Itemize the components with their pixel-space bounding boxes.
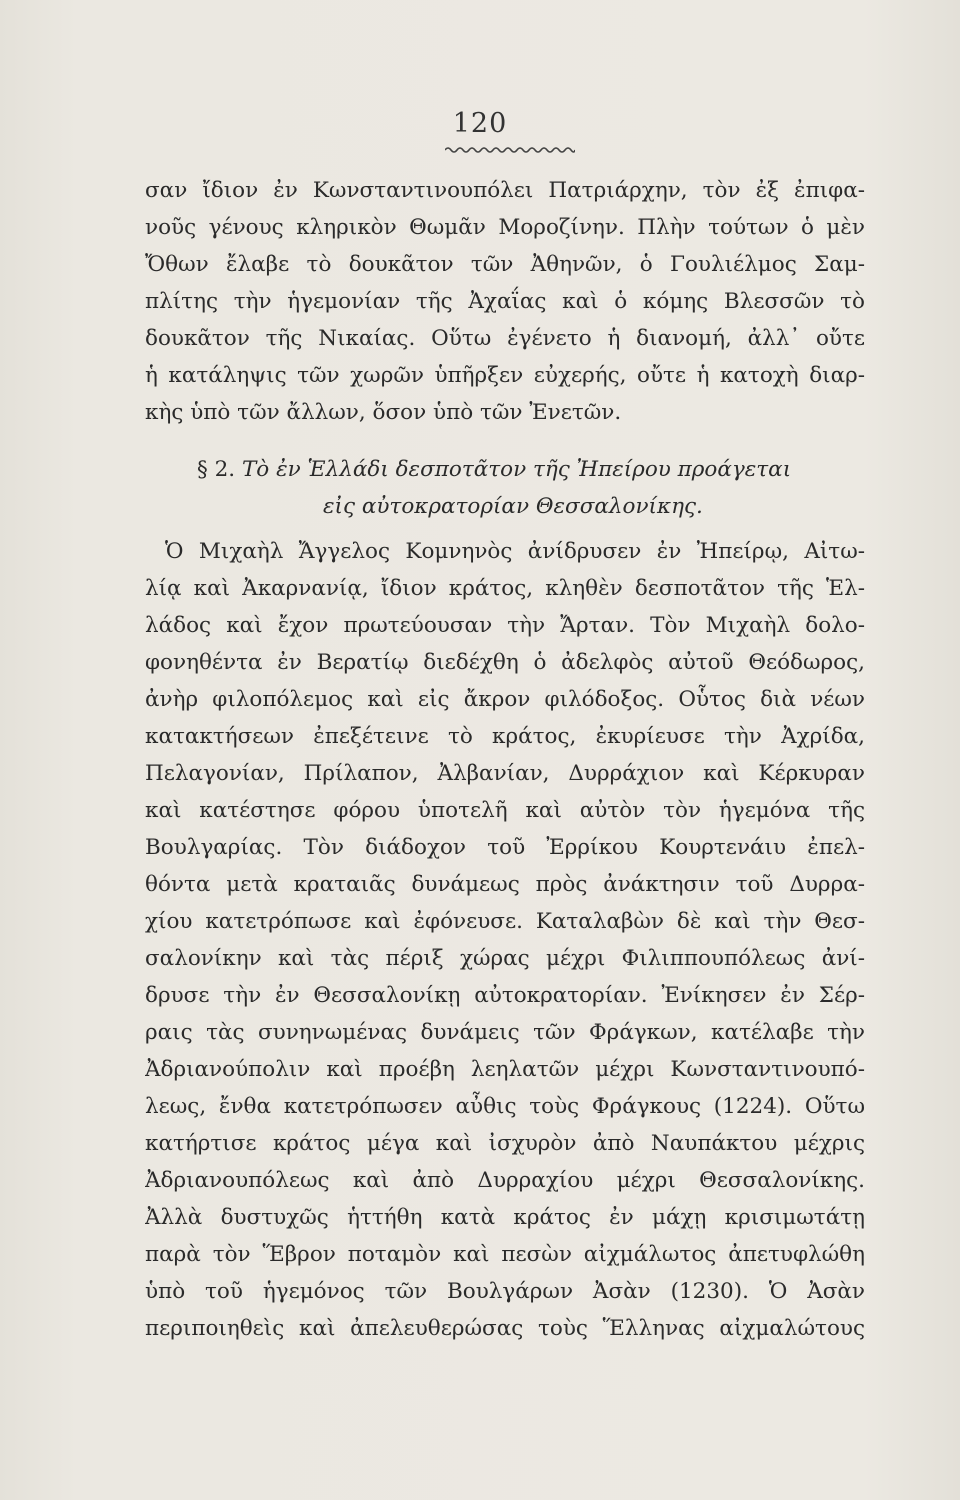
- text-line: Ἀδριανούπολιν καὶ προέβη λεηλατῶν μέχρι Κωνσταντινουπό-: [145, 1057, 865, 1082]
- text-line: χίου κατετρόπωσε καὶ ἐφόνευσε. Καταλαβὼν δὲ καὶ τὴν Θεσ-: [145, 909, 865, 934]
- text-line: Βουλγαρίας. Τὸν διάδοχον τοῦ Ἐρρίκου Κουρτενάιυ ἐπελ-: [145, 835, 865, 860]
- text-line: λάδος καὶ ἔχον πρωτεύουσαν τὴν Ἄρταν. Τὸν Μιχαὴλ δολο-: [145, 613, 865, 638]
- text-line: δουκᾶτον τῆς Νικαίας. Οὕτω ἐγένετο ἡ διανομή, ἀλλ᾽ οὔτε: [145, 326, 865, 351]
- text-line: Ἀδριανουπόλεως καὶ ἀπὸ Δυρραχίου μέχρι Θεσσαλονίκης.: [145, 1168, 865, 1193]
- text-line: δρυσε τὴν ἐν Θεσσαλονίκῃ αὐτοκρατορίαν. Ἐνίκησεν ἐν Σέρ-: [145, 983, 865, 1008]
- text-line: Ὄθων ἔλαβε τὸ δουκᾶτον τῶν Ἀθηνῶν, ὁ Γουλιέλμος Σαμ-: [145, 252, 865, 277]
- section-title-part2: εἰς αὐτοκρατορίαν Θεσσαλονίκης.: [323, 494, 703, 519]
- text-line: Ὁ Μιχαὴλ Ἄγγελος Κομνηνὸς ἀνίδρυσεν ἐν Ἠπείρῳ, Αἰτω-: [165, 539, 865, 564]
- text-line: θόντα μετὰ κραταιᾶς δυνάμεως πρὸς ἀνάκτησιν τοῦ Δυρρα-: [145, 872, 865, 897]
- page-number: 120: [452, 108, 508, 139]
- text-line: κὴς ὑπὸ τῶν ἄλλων, ὅσον ὑπὸ τῶν Ἐνετῶν.: [145, 400, 622, 425]
- text-line: ραις τὰς συνηνωμένας δυνάμεις τῶν Φράγκων, κατέλαβε τὴν: [145, 1020, 865, 1045]
- text-line: νοῦς γένους κληρικὸν Θωμᾶν Μοροζίνην. Πλὴν τούτων ὁ μὲν: [145, 215, 865, 240]
- text-line: κατακτήσεων ἐπεξέτεινε τὸ κράτος, ἐκυρίευσε τὴν Ἀχρίδα,: [145, 724, 865, 749]
- section-title-part1: Τὸ ἐν Ἑλλάδι δεσποτᾶτον τῆς Ἠπείρου προάγεται: [241, 457, 792, 482]
- text-line: Πελαγονίαν, Πρίλαπον, Ἀλβανίαν, Δυρράχιον καὶ Κέρκυραν: [145, 761, 865, 786]
- wavy-rule-ornament: [445, 145, 575, 155]
- section-heading: [145, 451, 865, 525]
- paragraph-intro: [145, 172, 865, 431]
- text-line: λίᾳ καὶ Ἀκαρνανίᾳ, ἴδιον κράτος, κληθὲν δεσποτᾶτον τῆς Ἑλ-: [145, 576, 865, 601]
- text-line: ἡ κατάληψις τῶν χωρῶν ὑπῆρξεν εὐχερής, οὔτε ἡ κατοχὴ διαρ-: [145, 363, 865, 388]
- paragraph-main: [145, 533, 865, 1347]
- text-line: κατήρτισε κράτος μέγα καὶ ἰσχυρὸν ἀπὸ Ναυπάκτου μέχρις: [145, 1131, 865, 1156]
- text-line: σαν ἴδιον ἐν Κωνσταντινουπόλει Πατριάρχην, τὸν ἐξ ἐπιφα-: [145, 178, 865, 203]
- text-line: ὑπὸ τοῦ ἡγεμόνος τῶν Βουλγάρων Ἀσὰν (1230). Ὁ Ἀσὰν: [145, 1279, 865, 1304]
- section-heading-line: [145, 451, 865, 488]
- page-text: [145, 172, 865, 1347]
- text-line: σαλονίκην καὶ τὰς πέριξ χώρας μέχρι Φιλιππουπόλεως ἀνί-: [145, 946, 865, 971]
- text-line: λεως, ἔνθα κατετρόπωσεν αὖθις τοὺς Φράγκους (1224). Οὕτω: [145, 1094, 865, 1119]
- text-line: φονηθέντα ἐν Βερατίῳ διεδέχθη ὁ ἀδελφὸς αὐτοῦ Θεόδωρος,: [145, 650, 865, 675]
- section-number: § 2.: [197, 457, 236, 482]
- text-line: παρὰ τὸν Ἕβρον ποταμὸν καὶ πεσὼν αἰχμάλωτος ἀπετυφλώθη: [145, 1242, 865, 1267]
- text-line: Ἀλλὰ δυστυχῶς ἡττήθη κατὰ κράτος ἐν μάχῃ κρισιμωτάτῃ: [145, 1205, 865, 1230]
- text-line: ἀνὴρ φιλοπόλεμος καὶ εἰς ἄκρον φιλόδοξος. Οὗτος διὰ νέων: [145, 687, 865, 712]
- text-line: πλίτης τὴν ἡγεμονίαν τῆς Ἀχαΐας καὶ ὁ κόμης Βλεσσῶν τὸ: [145, 289, 865, 314]
- text-line: περιποιηθεὶς καὶ ἀπελευθερώσας τοὺς Ἕλληνας αἰχμαλώτους: [145, 1316, 865, 1341]
- text-line: καὶ κατέστησε φόρου ὑποτελῆ καὶ αὐτὸν τὸν ἡγεμόνα τῆς: [145, 798, 865, 823]
